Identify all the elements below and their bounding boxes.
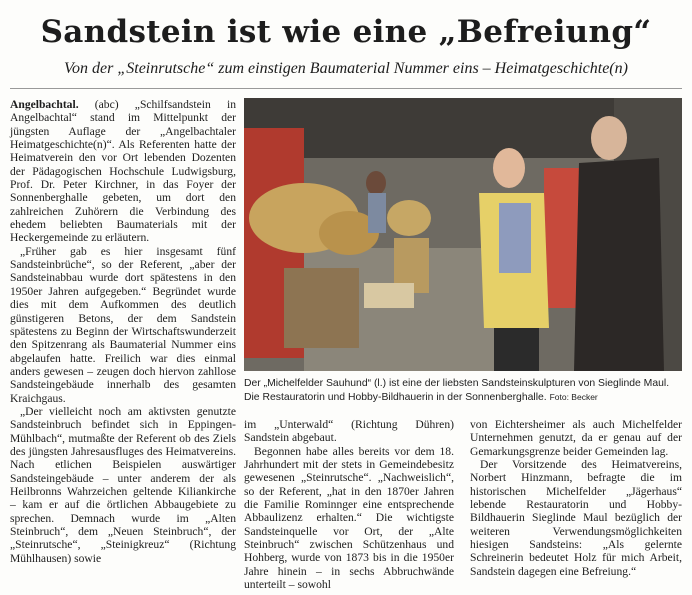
column-2 — [244, 418, 454, 591]
caption-text: Der „Michelfelder Sauhund“ (l.) ist eine der liebsten Sandsteinskulpturen von Sieglinde Maul. Die Restauratorin und Hobby-Bildhauerin in der Sonnenberghalle. — [244, 378, 670, 403]
article-photo — [244, 98, 682, 371]
dateline: Angelbachtal. — [10, 98, 79, 111]
top-rule — [10, 88, 682, 89]
column-1 — [10, 98, 236, 565]
paragraph: Begonnen habe alles bereits vor dem 18. Jahrhundert mit der stets in Gemeindebesitz gewesenen „Steinrutsche“. „Nachweislich“, so der Referent, „hat in den 1870er Jahren die Familie Rominnger eine entsprechende Abbaulizenz erhalten.“ Die wichtigste Sandsteinquelle vor Ort, der „Alte Steinbruch“ zwischen Schützenhaus und Hohberg, wurde von 1873 bis in die 1950er Jahre hinein – in sechs Abbruchwände unterteilt – sowohl — [244, 444, 454, 592]
paragraph: „Der vielleicht noch am aktivsten genutzte Sandsteinbruch befindet sich in Eppingen-Mühlbach“, mutmaßte der Referent ob des Ziels des jüngsten Jahresausfluges des Heimatvereins. Nach etlichen Beispielen auswärtiger Sandsteingebäude – unter anderem der als Heilbronns Wahrzeichen geltende Kiliankirche – kam er auf die örtlichen Abbaugebiete zu sprechen. Demnach wurde im „Alten Steinbruch“, dem „Neuen Steinbruch“, der „Steinrutsche“, „Steinigkreuz“ (Richtung Mühlhausen) sowie — [10, 404, 236, 565]
photo-caption — [244, 378, 684, 404]
headline: Sandstein ist wie eine „Befreiung“ — [40, 14, 652, 50]
photo-credit: Foto: Becker — [549, 391, 598, 402]
paragraph-text: (abc) „Schilfsandstein in Angelbachtal“ stand im Mittelpunkt der jüngsten Auflage der „Angelbachtaler Heimatgeschichte(n)“. Als Referenten hatte der Heimatverein den vor Ort lebenden Dozenten der Pädagogischen Hochschule Ludwigsburg, Prof. Dr. Peter Kirchner, in das Foyer der Sonnenberghalle gebeten, um dort den zahlreichen Zuhörern die Verbindung des ehedem beliebten Baumaterials mit der Heckergemeinde zu erläutern. — [10, 98, 236, 245]
paragraph: im „Unterwald“ (Richtung Dühren) Sandstein abgebaut. — [244, 418, 454, 445]
paragraph: Der Vorsitzende des Heimatvereins, Norbert Hinzmann, befragte die im historischen Michelfelder „Jägerhaus“ lebende Restauratorin und Hobby-Bildhauerin Sieglinde Maul bezüglich der weiteren Verwendungsmöglichkeiten hiesigen Sandsteins: „Als gelernte Schreinerin bedeutet Holz für mich Arbeit, Sandstein dagegen eine Befreiung.“ — [470, 458, 682, 578]
paragraph: von Eichtersheimer als auch Michelfelder Unternehmen genutzt, da er genau auf der Gemarkungsgrenze beider Gemeinden lag. — [470, 418, 682, 458]
column-3 — [470, 418, 682, 578]
paragraph: „Früher gab es hier insgesamt fünf Sandsteinbrüche“, so der Referent, „aber der Sandsteinabbau wurde dort spätestens in den 1950er Jahren aufgegeben.“ Begründet wurde dies mit dem Aufkommen des deutlich günstigeren Betons, der dem Sandstein spätestens zu Beginn der Wirtschaftswunderzeit den Spitzenrang als Baumaterial Nummer eins abgelaufen hatte. Freilich war dies einmal anders gewesen – zeugen doch hiervon zahllose Sandsteingebäude innerhalb des gesamten Kraichgaus. — [10, 244, 236, 405]
photo-sculptures-illustration — [244, 98, 682, 371]
subheadline: Von der „Steinrutsche“ zum einstigen Baumaterial Nummer eins – Heimatgeschichte(n) — [64, 60, 628, 77]
paragraph — [10, 98, 236, 245]
